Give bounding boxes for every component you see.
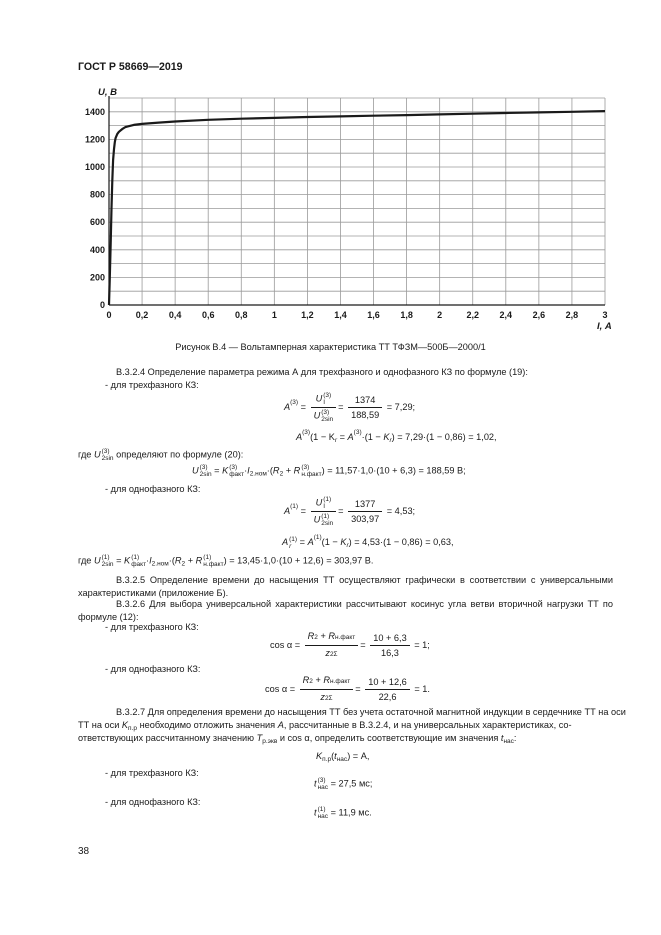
formula-t1: t (1) нас = 11,9 мс.	[314, 806, 372, 820]
x-tick-labels	[106, 310, 607, 320]
x-tick-label: 0	[106, 310, 112, 320]
three-phase-label-2: - для трехфазного КЗ:	[105, 622, 199, 632]
y-tick-label: 0	[99, 300, 105, 310]
chart-grid	[109, 98, 605, 305]
x-tick-label: 0,2	[135, 310, 149, 320]
formula-t3: t (3) нас = 27,5 мс;	[314, 777, 373, 791]
y-tick-label: 400	[89, 244, 105, 255]
section-3-2-7-line3: ответствующих рассчитанному значению $T_{р.экв}$ и cos α, определить соответствующие им значения $t_{нас}$:	[78, 733, 517, 745]
three-phase-label-1: - для трехфазного КЗ:	[105, 380, 199, 390]
formula-A1: $A^{(1)}$ = U (1) I U (1) 2sin = $\frac{1377}{303,97}$ = 4,53;	[284, 496, 416, 527]
x-tick-label: 2,8	[565, 310, 579, 320]
y-tick-label: 800	[89, 189, 105, 200]
section-3-2-7-line1: В.3.2.7 Для определения времени до насыщения ТТ без учета остаточной магнитной индукции в сердечнике ТТ на оси	[116, 707, 626, 717]
figure-caption: Рисунок В.4 — Вольтамперная характеристика ТТ ТФЗМ—500Б—2000/1	[175, 342, 486, 352]
three-phase-label-3: - для трехфазного КЗ:	[105, 768, 199, 778]
x-tick-label: 2	[437, 310, 443, 320]
x-tick-label: 1,4	[334, 310, 347, 320]
formula-A3: $A^{(3)}$ = U (3) I U (3) 2sin = $\frac{1374}{188,59}$ = 7,29;	[284, 392, 416, 423]
single-phase-label-3: - для однофазного КЗ:	[105, 797, 201, 807]
x-tick-label: 2,6	[532, 310, 546, 320]
section-3-2-7-line2: ТТ на оси $K_{п.р}$ необходимо отложить значения A, рассчитанные в В.3.2.4, и на универсальных характеристиках, со-	[78, 720, 572, 732]
single-phase-label-2: - для однофазного КЗ:	[105, 664, 201, 674]
x-tick-label: 1,6	[367, 310, 380, 320]
y-tick-labels	[85, 107, 105, 310]
y-tick-label: 1400	[84, 106, 105, 117]
single-phase-label-1: - для однофазного КЗ:	[105, 484, 201, 494]
formula-cos1: cos α = $\frac{\text{R2 + Rн.факт}}{z2\Sigma}$ = $\frac{10 + 12,6}{22,6}$ = 1.	[265, 675, 430, 702]
y-tick-label: 600	[89, 217, 105, 228]
formula-A3-K: $A^{(3)}(1 - K_r = A^{(3)}\cdot(1 - K_r) = 7,29\cdot(1 - 0,86) = 1,02$,	[296, 429, 497, 444]
x-tick-label: 2,2	[466, 310, 479, 320]
where-U2sin3: где U (3) 2sin определяют по формуле (20):	[78, 448, 244, 462]
x-tick-label: 0,6	[201, 310, 215, 320]
formula-cos3: cos α = $\frac{\text{R2 + Rн.факт}}{z2\Sigma}$ = $\frac{10 + 6,3}{16,3}$ = 1;	[270, 631, 430, 658]
section-3-2-5: В.3.2.5 Определение времени до насыщения ТТ осуществляют графически в соответствии с универсальными характеристиками (приложение Б).	[78, 575, 613, 598]
y-tick-label: 200	[89, 272, 105, 283]
x-tick-label: 3	[602, 310, 608, 320]
x-tick-label: 0,4	[168, 310, 182, 320]
formula-U2sin1: где U (1) 2sin = K (1) факт $\cdot I_{2.ном}\cdot(R_2 + R$ (1) н.факт ) = 13,45·1,0·(10 + 12,6) = 303,97 В.	[78, 554, 374, 568]
x-tick-label: 1,2	[301, 310, 314, 320]
y-tick-label: 1000	[84, 162, 105, 172]
section-3-2-4-title: В.3.2.4 Определение параметра режима А для трехфазного и однофазного КЗ по формуле (19):	[116, 367, 528, 377]
chart-axes	[109, 96, 605, 305]
x-tick-label: 0,8	[235, 310, 248, 320]
y-tick-label: 1200	[84, 134, 105, 145]
document-header: ГОСТ Р 58669—2019	[78, 61, 183, 73]
x-axis-label: I, А	[597, 321, 612, 332]
y-axis-label: U, В	[98, 87, 117, 98]
formula-K-t: $K_{п.р}(t_{нас}) = A$,	[316, 751, 370, 763]
x-tick-label: 2,4	[499, 310, 513, 320]
formula-U2sin3: U (3) 2sin = K (3) факт $\cdot I_{2.ном}\cdot(R_2 + R$ (3) н.факт ) = 11,57·1,0·(10 + 6,3) = 188,59 В;	[192, 464, 466, 478]
volt-ampere-chart	[84, 86, 622, 336]
x-tick-label: 1,8	[400, 310, 413, 320]
section-3-2-6: В.3.2.6 Для выбора универсальной характеристики рассчитывают косинус угла ветви вторичной нагрузки ТТ по формуле (12):	[78, 599, 613, 622]
formula-A1-K: A (1) r = $A^{(1)}(1 - K_r) = 4,53\cdot(1 - 0,86) = 0,63$,	[282, 534, 454, 550]
x-tick-label: 1	[271, 310, 277, 320]
page-number: 38	[78, 846, 90, 857]
